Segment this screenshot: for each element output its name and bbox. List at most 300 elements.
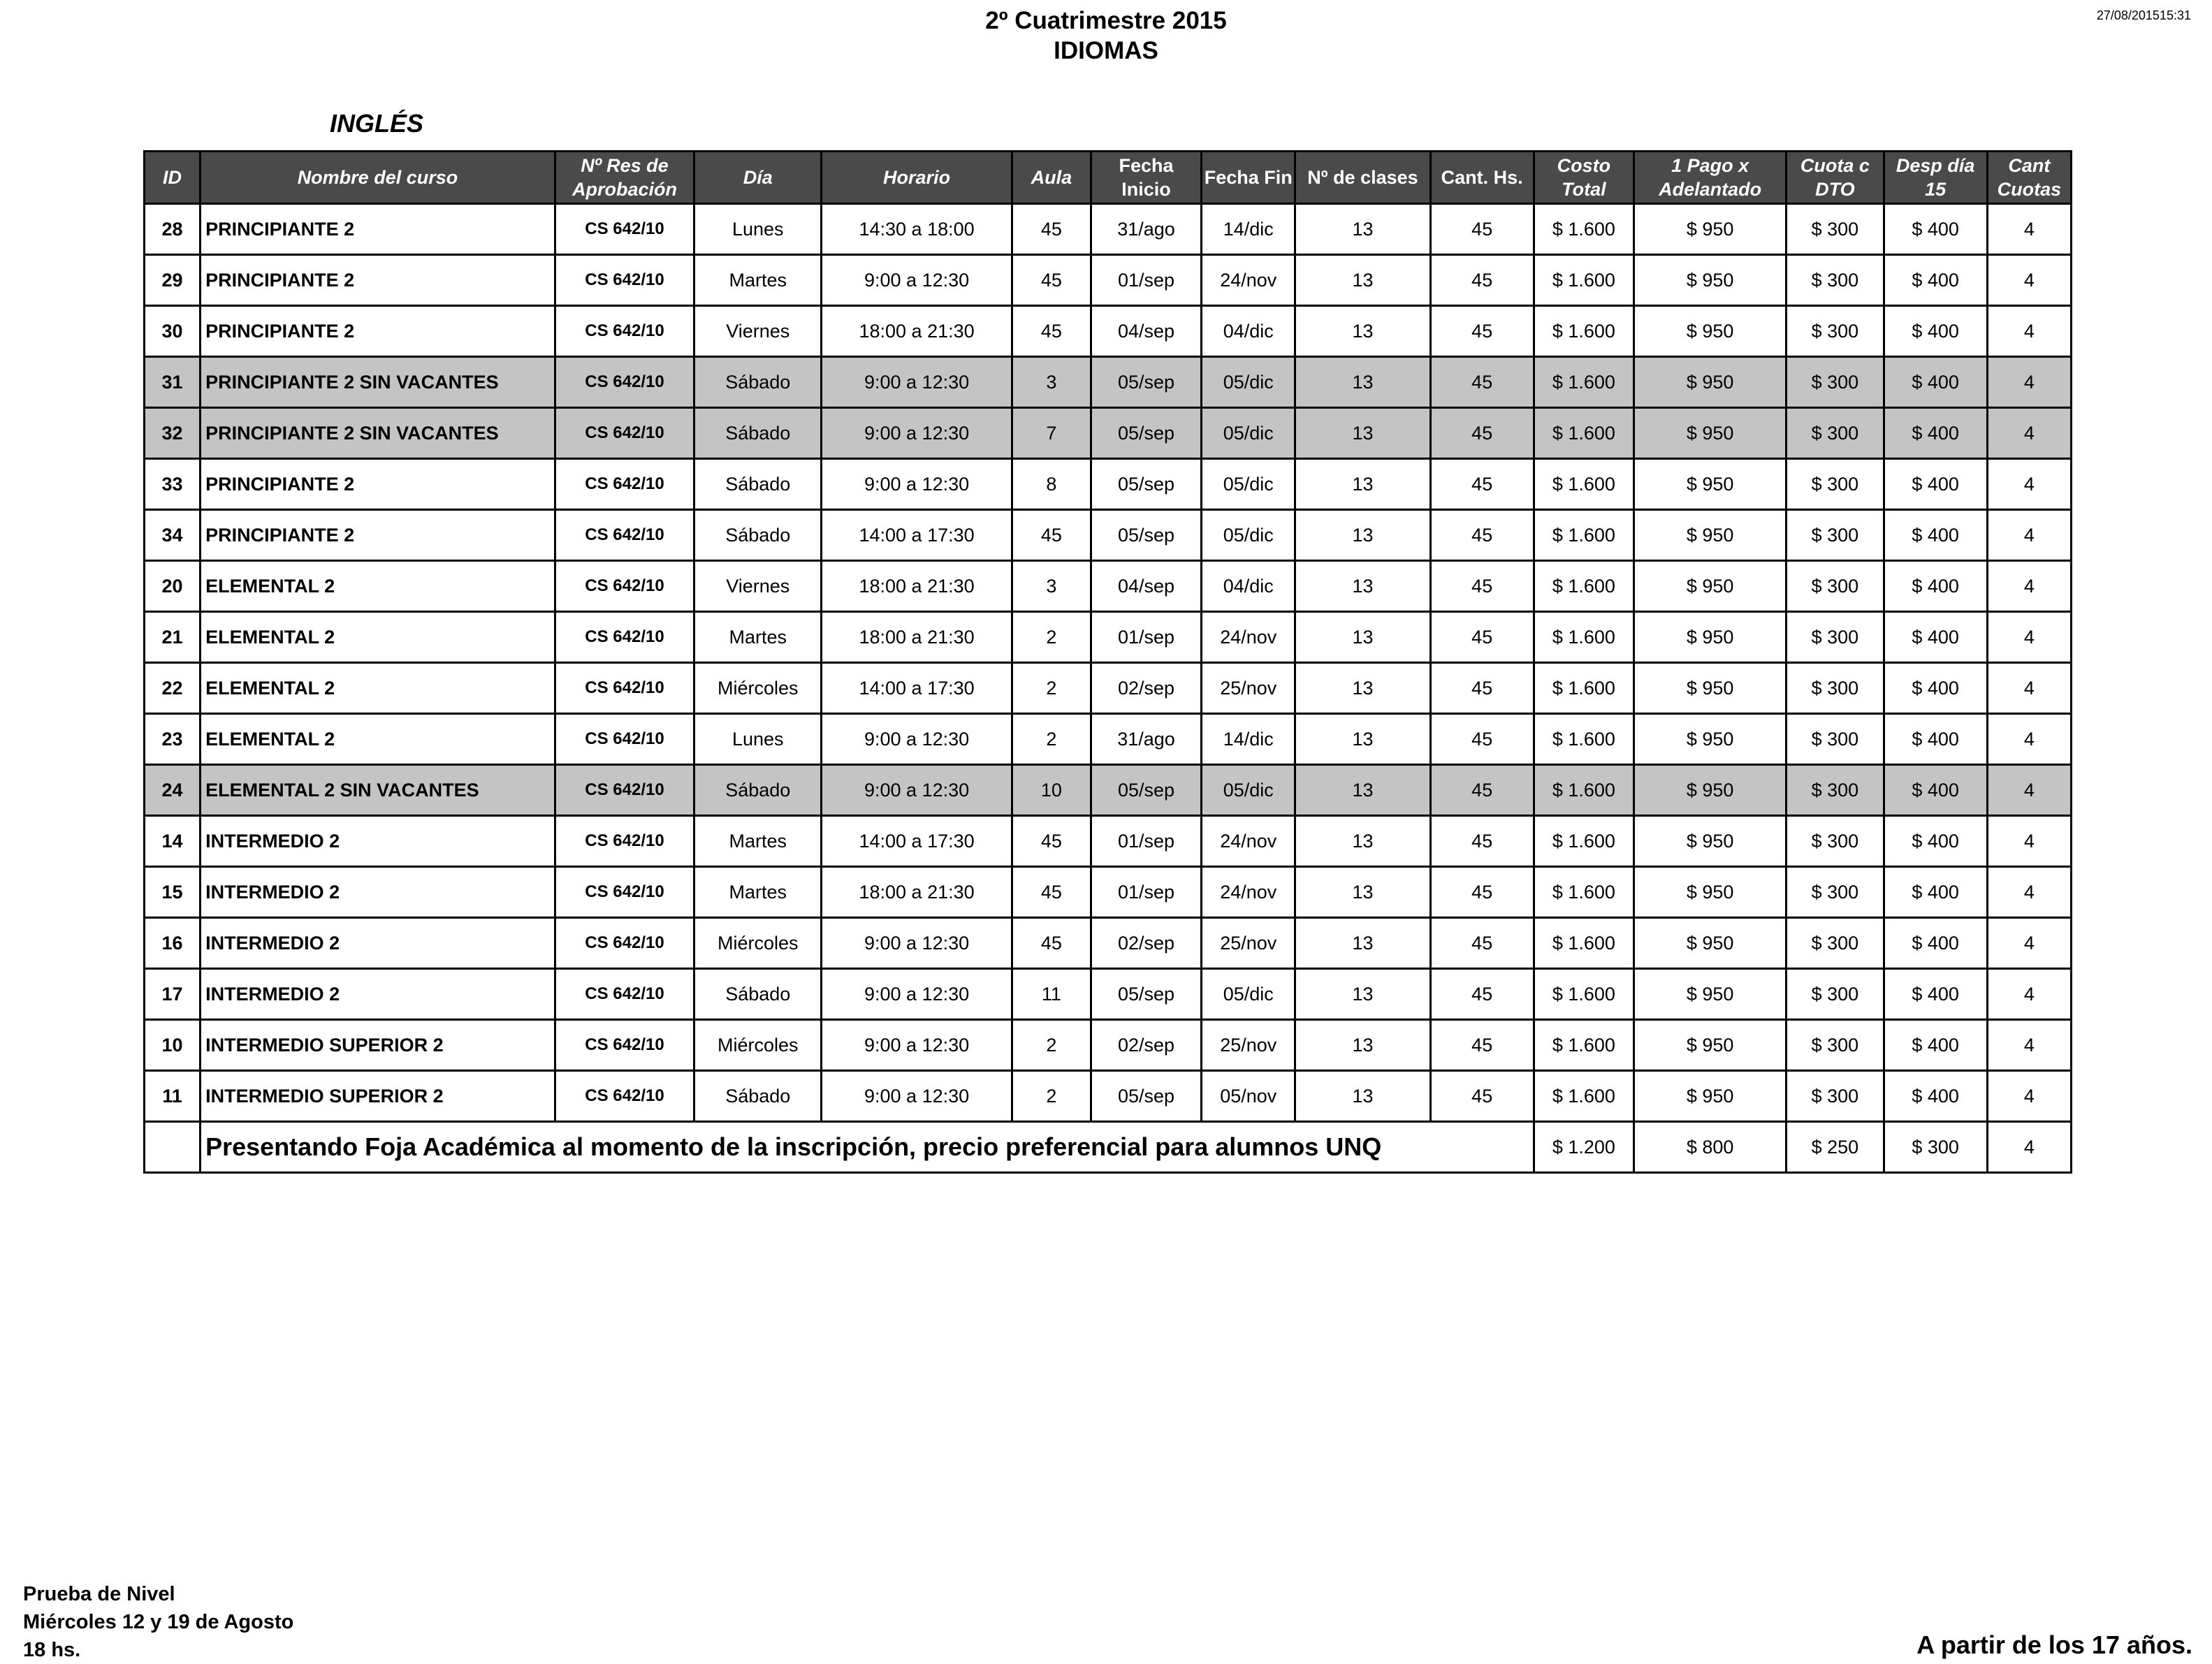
day-cell: Sábado [694,510,822,561]
course-name-cell: INTERMEDIO SUPERIOR 2 [201,1020,555,1071]
advance-payment-cell: $ 950 [1634,867,1787,918]
course-name-cell: INTERMEDIO 2 [201,969,555,1020]
course-name-cell: ELEMENTAL 2 [201,561,555,612]
installment-count-cell: 4 [1987,918,2071,969]
course-id-cell: 28 [145,204,201,255]
class-count-cell: 13 [1295,918,1430,969]
title-line-1: 2º Cuatrimestre 2015 [985,7,1227,34]
day-cell: Sábado [694,408,822,459]
course-name-cell: PRINCIPIANTE 2 [201,255,555,306]
total-cost-cell: $ 1.600 [1534,510,1633,561]
advance-payment-cell: $ 950 [1634,204,1787,255]
start-date-cell: 01/sep [1091,816,1201,867]
advance-payment-cell: $ 950 [1634,459,1787,510]
late-installment-cell: $ 400 [1884,510,1987,561]
start-date-cell: 05/sep [1091,510,1201,561]
classroom-cell: 45 [1012,255,1091,306]
end-date-cell: 05/dic [1202,510,1295,561]
class-count-cell: 13 [1295,561,1430,612]
resolution-number-cell: CS 642/10 [555,816,694,867]
preferential-total-cost-cell: $ 1.200 [1534,1122,1633,1173]
end-date-cell: 24/nov [1202,816,1295,867]
advance-payment-cell: $ 950 [1634,357,1787,408]
advance-payment-cell: $ 950 [1634,1020,1787,1071]
classroom-cell: 45 [1012,306,1091,357]
resolution-number-cell: CS 642/10 [555,204,694,255]
age-requirement: A partir de los 17 años. [1916,1630,2192,1659]
classroom-cell: 45 [1012,918,1091,969]
course-name-cell: PRINCIPIANTE 2 SIN VACANTES [201,357,555,408]
discount-installment-cell: $ 300 [1787,1020,1884,1071]
resolution-number-cell: CS 642/10 [555,306,694,357]
hours-cell: 45 [1430,918,1534,969]
end-date-cell: 04/dic [1202,306,1295,357]
advance-payment-cell: $ 950 [1634,612,1787,663]
course-id-cell: 20 [145,561,201,612]
day-cell: Sábado [694,357,822,408]
hours-cell: 45 [1430,1020,1534,1071]
class-count-cell: 13 [1295,306,1430,357]
discount-installment-cell: $ 300 [1787,612,1884,663]
table-row [145,714,2072,765]
course-id-cell: 23 [145,714,201,765]
advance-payment-cell: $ 950 [1634,816,1787,867]
schedule-cell: 18:00 a 21:30 [822,867,1012,918]
hours-cell: 45 [1430,408,1534,459]
schedule-cell: 9:00 a 12:30 [822,765,1012,816]
day-cell: Miércoles [694,1020,822,1071]
table-header-row [145,152,2072,204]
table-row [145,816,2072,867]
discount-installment-cell: $ 300 [1787,561,1884,612]
discount-installment-cell: $ 300 [1787,255,1884,306]
hours-cell: 45 [1430,867,1534,918]
table-row [145,663,2072,714]
schedule-cell: 9:00 a 12:30 [822,357,1012,408]
start-date-cell: 05/sep [1091,408,1201,459]
discount-installment-cell: $ 300 [1787,459,1884,510]
start-date-cell: 04/sep [1091,561,1201,612]
hours-cell: 45 [1430,765,1534,816]
hours-cell: 45 [1430,714,1534,765]
empty-id-cell [145,1122,201,1173]
class-count-cell: 13 [1295,714,1430,765]
installment-count-cell: 4 [1987,612,2071,663]
discount-installment-cell: $ 300 [1787,357,1884,408]
discount-installment-cell: $ 300 [1787,510,1884,561]
day-cell: Miércoles [694,918,822,969]
advance-payment-cell: $ 950 [1634,714,1787,765]
class-count-cell: 13 [1295,612,1430,663]
classroom-cell: 2 [1012,1071,1091,1122]
schedule-cell: 14:30 a 18:00 [822,204,1012,255]
start-date-cell: 05/sep [1091,969,1201,1020]
table-row [145,969,2072,1020]
classroom-cell: 3 [1012,561,1091,612]
end-date-cell: 25/nov [1202,918,1295,969]
class-count-cell: 13 [1295,969,1430,1020]
late-installment-cell: $ 400 [1884,1071,1987,1122]
column-header: Cant. Hs. [1430,152,1534,204]
table-row [145,459,2072,510]
discount-installment-cell: $ 300 [1787,1071,1884,1122]
advance-payment-cell: $ 950 [1634,306,1787,357]
course-name-cell: PRINCIPIANTE 2 [201,306,555,357]
class-count-cell: 13 [1295,204,1430,255]
preferential-late-installment-cell: $ 300 [1884,1122,1987,1173]
schedule-cell: 14:00 a 17:30 [822,510,1012,561]
class-count-cell: 13 [1295,459,1430,510]
installment-count-cell: 4 [1987,816,2071,867]
total-cost-cell: $ 1.600 [1534,255,1633,306]
discount-installment-cell: $ 300 [1787,306,1884,357]
document-title [0,6,2212,66]
end-date-cell: 05/dic [1202,408,1295,459]
title-line-2: IDIOMAS [1054,37,1158,64]
day-cell: Martes [694,612,822,663]
late-installment-cell: $ 400 [1884,204,1987,255]
column-header: ID [145,152,201,204]
course-name-cell: PRINCIPIANTE 2 SIN VACANTES [201,408,555,459]
column-header: Horario [822,152,1012,204]
classroom-cell: 8 [1012,459,1091,510]
table-row [145,204,2072,255]
class-count-cell: 13 [1295,408,1430,459]
schedule-cell: 14:00 a 17:30 [822,663,1012,714]
day-cell: Sábado [694,1071,822,1122]
course-id-cell: 10 [145,1020,201,1071]
course-name-cell: ELEMENTAL 2 [201,612,555,663]
resolution-number-cell: CS 642/10 [555,408,694,459]
discount-installment-cell: $ 300 [1787,816,1884,867]
class-count-cell: 13 [1295,357,1430,408]
classroom-cell: 45 [1012,204,1091,255]
installment-count-cell: 4 [1987,1020,2071,1071]
resolution-number-cell: CS 642/10 [555,612,694,663]
course-id-cell: 33 [145,459,201,510]
column-header: 1 Pago x Adelantado [1634,152,1787,204]
total-cost-cell: $ 1.600 [1534,663,1633,714]
level-test-info [23,1580,293,1664]
column-header: Fecha Fin [1202,152,1295,204]
start-date-cell: 01/sep [1091,255,1201,306]
schedule-cell: 9:00 a 12:30 [822,408,1012,459]
resolution-number-cell: CS 642/10 [555,357,694,408]
course-name-cell: INTERMEDIO 2 [201,867,555,918]
column-header: Día [694,152,822,204]
end-date-cell: 14/dic [1202,204,1295,255]
course-id-cell: 14 [145,816,201,867]
course-id-cell: 31 [145,357,201,408]
hours-cell: 45 [1430,969,1534,1020]
installment-count-cell: 4 [1987,765,2071,816]
end-date-cell: 05/dic [1202,969,1295,1020]
preferential-installment-count-cell: 4 [1987,1122,2071,1173]
column-header: Desp día 15 [1884,152,1987,204]
end-date-cell: 04/dic [1202,561,1295,612]
classroom-cell: 2 [1012,1020,1091,1071]
end-date-cell: 25/nov [1202,663,1295,714]
late-installment-cell: $ 400 [1884,459,1987,510]
table-row [145,408,2072,459]
total-cost-cell: $ 1.600 [1534,204,1633,255]
advance-payment-cell: $ 950 [1634,765,1787,816]
table-body [145,204,2072,1173]
resolution-number-cell: CS 642/10 [555,459,694,510]
schedule-cell: 9:00 a 12:30 [822,459,1012,510]
classroom-cell: 7 [1012,408,1091,459]
total-cost-cell: $ 1.600 [1534,357,1633,408]
end-date-cell: 25/nov [1202,1020,1295,1071]
course-id-cell: 30 [145,306,201,357]
section-title: INGLÉS [330,109,424,138]
late-installment-cell: $ 400 [1884,408,1987,459]
day-cell: Martes [694,867,822,918]
course-id-cell: 16 [145,918,201,969]
late-installment-cell: $ 400 [1884,357,1987,408]
total-cost-cell: $ 1.600 [1534,561,1633,612]
hours-cell: 45 [1430,255,1534,306]
course-name-cell: INTERMEDIO SUPERIOR 2 [201,1071,555,1122]
table-row [145,306,2072,357]
late-installment-cell: $ 400 [1884,816,1987,867]
hours-cell: 45 [1430,306,1534,357]
column-header: Aula [1012,152,1091,204]
day-cell: Martes [694,255,822,306]
hours-cell: 45 [1430,816,1534,867]
discount-installment-cell: $ 300 [1787,204,1884,255]
classroom-cell: 11 [1012,969,1091,1020]
installment-count-cell: 4 [1987,204,2071,255]
classroom-cell: 45 [1012,867,1091,918]
late-installment-cell: $ 400 [1884,867,1987,918]
column-header: Fecha Inicio [1091,152,1201,204]
late-installment-cell: $ 400 [1884,561,1987,612]
late-installment-cell: $ 400 [1884,255,1987,306]
resolution-number-cell: CS 642/10 [555,1020,694,1071]
hours-cell: 45 [1430,510,1534,561]
day-cell: Lunes [694,204,822,255]
hours-cell: 45 [1430,1071,1534,1122]
class-count-cell: 13 [1295,255,1430,306]
resolution-number-cell: CS 642/10 [555,1071,694,1122]
course-name-cell: ELEMENTAL 2 [201,663,555,714]
discount-installment-cell: $ 300 [1787,867,1884,918]
total-cost-cell: $ 1.600 [1534,1071,1633,1122]
installment-count-cell: 4 [1987,663,2071,714]
day-cell: Martes [694,816,822,867]
late-installment-cell: $ 400 [1884,918,1987,969]
level-test-title: Prueba de Nivel [23,1583,175,1605]
resolution-number-cell: CS 642/10 [555,663,694,714]
total-cost-cell: $ 1.600 [1534,306,1633,357]
hours-cell: 45 [1430,612,1534,663]
late-installment-cell: $ 400 [1884,612,1987,663]
discount-installment-cell: $ 300 [1787,969,1884,1020]
class-count-cell: 13 [1295,663,1430,714]
end-date-cell: 05/dic [1202,357,1295,408]
late-installment-cell: $ 400 [1884,1020,1987,1071]
resolution-number-cell: CS 642/10 [555,918,694,969]
total-cost-cell: $ 1.600 [1534,459,1633,510]
day-cell: Sábado [694,969,822,1020]
class-count-cell: 13 [1295,1071,1430,1122]
column-header: Nombre del curso [201,152,555,204]
late-installment-cell: $ 400 [1884,714,1987,765]
course-name-cell: PRINCIPIANTE 2 [201,510,555,561]
preferential-discount-installment-cell: $ 250 [1787,1122,1884,1173]
end-date-cell: 05/dic [1202,459,1295,510]
start-date-cell: 01/sep [1091,612,1201,663]
start-date-cell: 05/sep [1091,357,1201,408]
schedule-cell: 9:00 a 12:30 [822,969,1012,1020]
total-cost-cell: $ 1.600 [1534,816,1633,867]
course-id-cell: 22 [145,663,201,714]
table-row [145,561,2072,612]
resolution-number-cell: CS 642/10 [555,969,694,1020]
classroom-cell: 2 [1012,714,1091,765]
table-row [145,357,2072,408]
late-installment-cell: $ 400 [1884,306,1987,357]
resolution-number-cell: CS 642/10 [555,255,694,306]
advance-payment-cell: $ 950 [1634,969,1787,1020]
course-name-cell: INTERMEDIO 2 [201,918,555,969]
installment-count-cell: 4 [1987,714,2071,765]
schedule-cell: 18:00 a 21:30 [822,306,1012,357]
day-cell: Viernes [694,561,822,612]
advance-payment-cell: $ 950 [1634,408,1787,459]
table-row [145,918,2072,969]
installment-count-cell: 4 [1987,1071,2071,1122]
classroom-cell: 2 [1012,612,1091,663]
advance-payment-cell: $ 950 [1634,510,1787,561]
course-name-cell: PRINCIPIANTE 2 [201,459,555,510]
class-count-cell: 13 [1295,510,1430,561]
column-header: Cuota c DTO [1787,152,1884,204]
end-date-cell: 24/nov [1202,612,1295,663]
advance-payment-cell: $ 950 [1634,918,1787,969]
start-date-cell: 04/sep [1091,306,1201,357]
end-date-cell: 24/nov [1202,867,1295,918]
installment-count-cell: 4 [1987,510,2071,561]
column-header: Cant Cuotas [1987,152,2071,204]
level-test-dates: Miércoles 12 y 19 de Agosto [23,1611,294,1633]
resolution-number-cell: CS 642/10 [555,714,694,765]
installment-count-cell: 4 [1987,969,2071,1020]
course-id-cell: 29 [145,255,201,306]
schedule-cell: 9:00 a 12:30 [822,1020,1012,1071]
total-cost-cell: $ 1.600 [1534,612,1633,663]
hours-cell: 45 [1430,663,1534,714]
table-row [145,1020,2072,1071]
course-name-cell: INTERMEDIO 2 [201,816,555,867]
course-id-cell: 34 [145,510,201,561]
schedule-cell: 9:00 a 12:30 [822,1071,1012,1122]
table-row [145,255,2072,306]
classroom-cell: 3 [1012,357,1091,408]
column-header: Nº Res de Aprobación [555,152,694,204]
hours-cell: 45 [1430,204,1534,255]
resolution-number-cell: CS 642/10 [555,765,694,816]
classroom-cell: 45 [1012,816,1091,867]
table-row [145,1071,2072,1122]
discount-installment-cell: $ 300 [1787,714,1884,765]
start-date-cell: 31/ago [1091,714,1201,765]
classroom-cell: 45 [1012,510,1091,561]
discount-installment-cell: $ 300 [1787,663,1884,714]
course-id-cell: 15 [145,867,201,918]
class-count-cell: 13 [1295,816,1430,867]
course-id-cell: 24 [145,765,201,816]
schedule-cell: 9:00 a 12:30 [822,918,1012,969]
course-name-cell: PRINCIPIANTE 2 [201,204,555,255]
schedule-cell: 9:00 a 12:30 [822,255,1012,306]
resolution-number-cell: CS 642/10 [555,510,694,561]
advance-payment-cell: $ 950 [1634,561,1787,612]
late-installment-cell: $ 400 [1884,663,1987,714]
class-count-cell: 13 [1295,1020,1430,1071]
class-count-cell: 13 [1295,765,1430,816]
total-cost-cell: $ 1.600 [1534,408,1633,459]
course-id-cell: 32 [145,408,201,459]
total-cost-cell: $ 1.600 [1534,714,1633,765]
start-date-cell: 02/sep [1091,918,1201,969]
day-cell: Sábado [694,459,822,510]
advance-payment-cell: $ 950 [1634,663,1787,714]
end-date-cell: 24/nov [1202,255,1295,306]
hours-cell: 45 [1430,459,1534,510]
advance-payment-cell: $ 950 [1634,1071,1787,1122]
start-date-cell: 02/sep [1091,663,1201,714]
late-installment-cell: $ 400 [1884,969,1987,1020]
table-row [145,612,2072,663]
preferential-advance-payment-cell: $ 800 [1634,1122,1787,1173]
day-cell: Viernes [694,306,822,357]
start-date-cell: 05/sep [1091,1071,1201,1122]
classroom-cell: 2 [1012,663,1091,714]
installment-count-cell: 4 [1987,408,2071,459]
day-cell: Miércoles [694,663,822,714]
course-schedule-table [143,150,2072,1174]
day-cell: Lunes [694,714,822,765]
discount-installment-cell: $ 300 [1787,918,1884,969]
course-name-cell: ELEMENTAL 2 [201,714,555,765]
end-date-cell: 14/dic [1202,714,1295,765]
course-id-cell: 21 [145,612,201,663]
class-count-cell: 13 [1295,867,1430,918]
start-date-cell: 05/sep [1091,765,1201,816]
course-id-cell: 17 [145,969,201,1020]
start-date-cell: 31/ago [1091,204,1201,255]
end-date-cell: 05/nov [1202,1071,1295,1122]
installment-count-cell: 4 [1987,255,2071,306]
schedule-cell: 18:00 a 21:30 [822,612,1012,663]
hours-cell: 45 [1430,561,1534,612]
discount-installment-cell: $ 300 [1787,408,1884,459]
classroom-cell: 10 [1012,765,1091,816]
resolution-number-cell: CS 642/10 [555,867,694,918]
advance-payment-cell: $ 950 [1634,255,1787,306]
hours-cell: 45 [1430,357,1534,408]
end-date-cell: 05/dic [1202,765,1295,816]
total-cost-cell: $ 1.600 [1534,918,1633,969]
preferential-price-row [145,1122,2072,1173]
table-row [145,510,2072,561]
level-test-time: 18 hs. [23,1639,81,1661]
installment-count-cell: 4 [1987,867,2071,918]
course-name-cell: ELEMENTAL 2 SIN VACANTES [201,765,555,816]
discount-installment-cell: $ 300 [1787,765,1884,816]
